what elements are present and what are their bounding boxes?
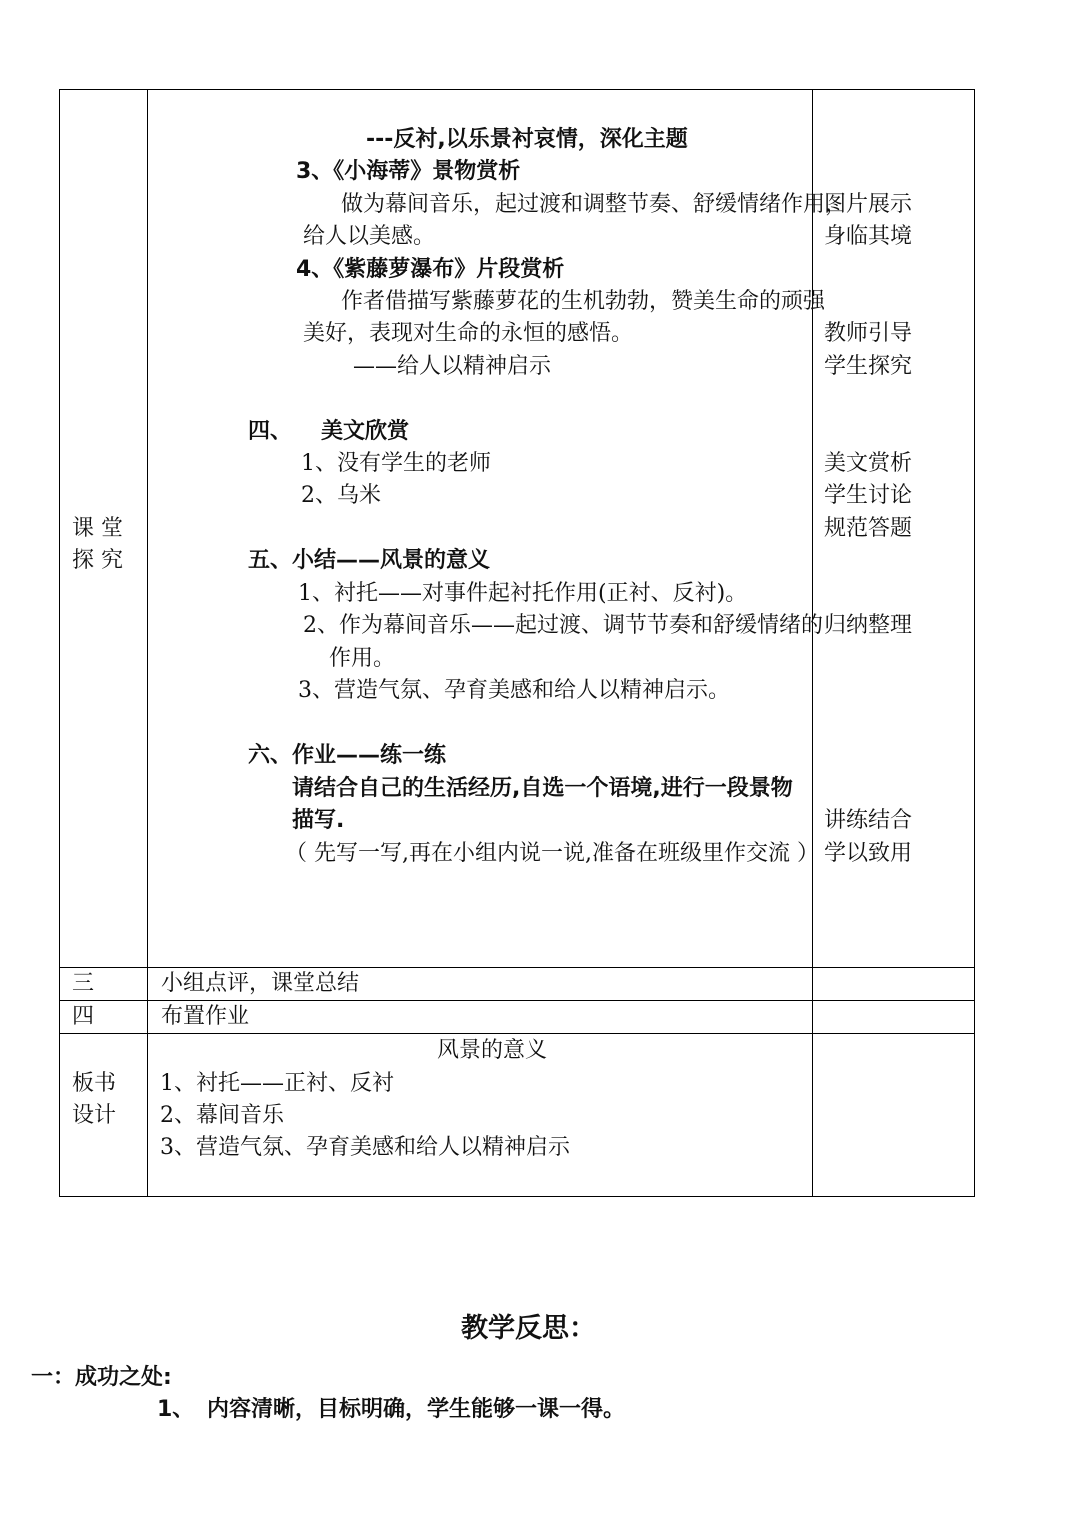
lesson-plan-table xyxy=(59,89,975,1197)
table-row-board-design xyxy=(60,1034,975,1197)
content-line: （ 先写一写,再在小组内说一说,准备在班级里作交流 ） xyxy=(285,841,819,866)
content-line: 2、作为幕间音乐——起过渡、调节节奏和舒缓情绪的 xyxy=(303,613,823,638)
row-label-line1: 板书 xyxy=(72,1071,117,1096)
content-heading: 3、《小海蒂》景物赏析 xyxy=(296,159,521,184)
reflection-heading: 教学反思： xyxy=(461,1313,596,1344)
content-line: 2、乌米 xyxy=(301,483,381,508)
board-item: 1、衬托——正衬、反衬 xyxy=(160,1071,394,1096)
table-row-classroom-inquiry xyxy=(60,90,975,968)
method-text: 讲练结合 xyxy=(824,808,913,833)
row-label-cell xyxy=(60,968,148,1001)
content-line: 给人以美感。 xyxy=(303,224,436,249)
method-text: 学生探究 xyxy=(824,354,913,379)
row-label: 三 xyxy=(72,971,95,996)
method-text: 美文赏析 xyxy=(824,451,913,476)
row-label-cell xyxy=(60,1001,148,1034)
section-number: 四、 xyxy=(248,419,293,444)
content-line: ---反衬,以乐景衬哀情，深化主题 xyxy=(366,127,688,152)
board-item: 2、幕间音乐 xyxy=(160,1103,284,1128)
content-line: 做为幕间音乐，起过渡和调整节奏、舒缓情绪作用， xyxy=(341,192,848,217)
method-cell xyxy=(813,1034,975,1197)
method-text: 学生讨论 xyxy=(824,483,913,508)
board-title: 风景的意义 xyxy=(437,1038,548,1063)
row-label-cell xyxy=(60,90,148,968)
content-cell xyxy=(148,90,848,968)
row-label-line1: 课 堂 xyxy=(72,516,123,541)
method-cell xyxy=(813,90,975,968)
reflection-item-number: 1、 xyxy=(157,1397,195,1422)
content-line: 美好，表现对生命的永恒的感悟。 xyxy=(303,321,634,346)
method-cell xyxy=(813,968,975,1001)
row-label-cell xyxy=(60,1034,148,1197)
content-line: 描写. xyxy=(292,808,345,833)
content-line: 作者借描写紫藤萝花的生机勃勃，赞美生命的顽强 xyxy=(341,289,826,314)
content-cell xyxy=(148,1001,813,1034)
method-cell xyxy=(813,1001,975,1034)
method-text: 归纳整理 xyxy=(824,613,913,638)
reflection-item-text: 内容清晰，目标明确，学生能够一课一得。 xyxy=(207,1397,626,1422)
content-line: ——给人以精神启示 xyxy=(353,354,552,379)
content-line: 1、衬托——对事件起衬托作用(正衬、反衬)。 xyxy=(298,581,748,606)
content-line: 3、营造气氛、孕育美感和给人以精神启示。 xyxy=(298,678,730,703)
section-title: 六、作业——练一练 xyxy=(248,743,447,768)
method-text: 规范答题 xyxy=(824,516,913,541)
method-text: 教师引导 xyxy=(824,321,913,346)
row-label-line2: 探 究 xyxy=(72,548,123,573)
method-text: 学以致用 xyxy=(824,841,913,866)
method-text: 图片展示 xyxy=(824,192,913,217)
content-line: 作用。 xyxy=(329,646,396,671)
content-line: 1、没有学生的老师 xyxy=(301,451,491,476)
board-content-cell xyxy=(148,1034,813,1197)
row-content: 小组点评，课堂总结 xyxy=(161,971,360,996)
section-title: 五、小结——风景的意义 xyxy=(248,548,491,573)
row-content: 布置作业 xyxy=(161,1004,250,1029)
table-row-summary xyxy=(60,968,975,1001)
content-cell xyxy=(148,968,813,1001)
reflection-section-title: 一：成功之处: xyxy=(31,1365,172,1390)
table-row-homework xyxy=(60,1001,975,1034)
section-title: 美文欣赏 xyxy=(321,419,410,444)
row-label: 四 xyxy=(72,1004,95,1029)
content-line: 请结合自己的生活经历,自选一个语境,进行一段景物 xyxy=(292,776,793,801)
row-label-line2: 设计 xyxy=(72,1103,117,1128)
method-text: 身临其境 xyxy=(824,224,913,249)
board-item: 3、营造气氛、孕育美感和给人以精神启示 xyxy=(160,1135,570,1160)
content-heading: 4、《紫藤萝瀑布》片段赏析 xyxy=(296,257,565,282)
